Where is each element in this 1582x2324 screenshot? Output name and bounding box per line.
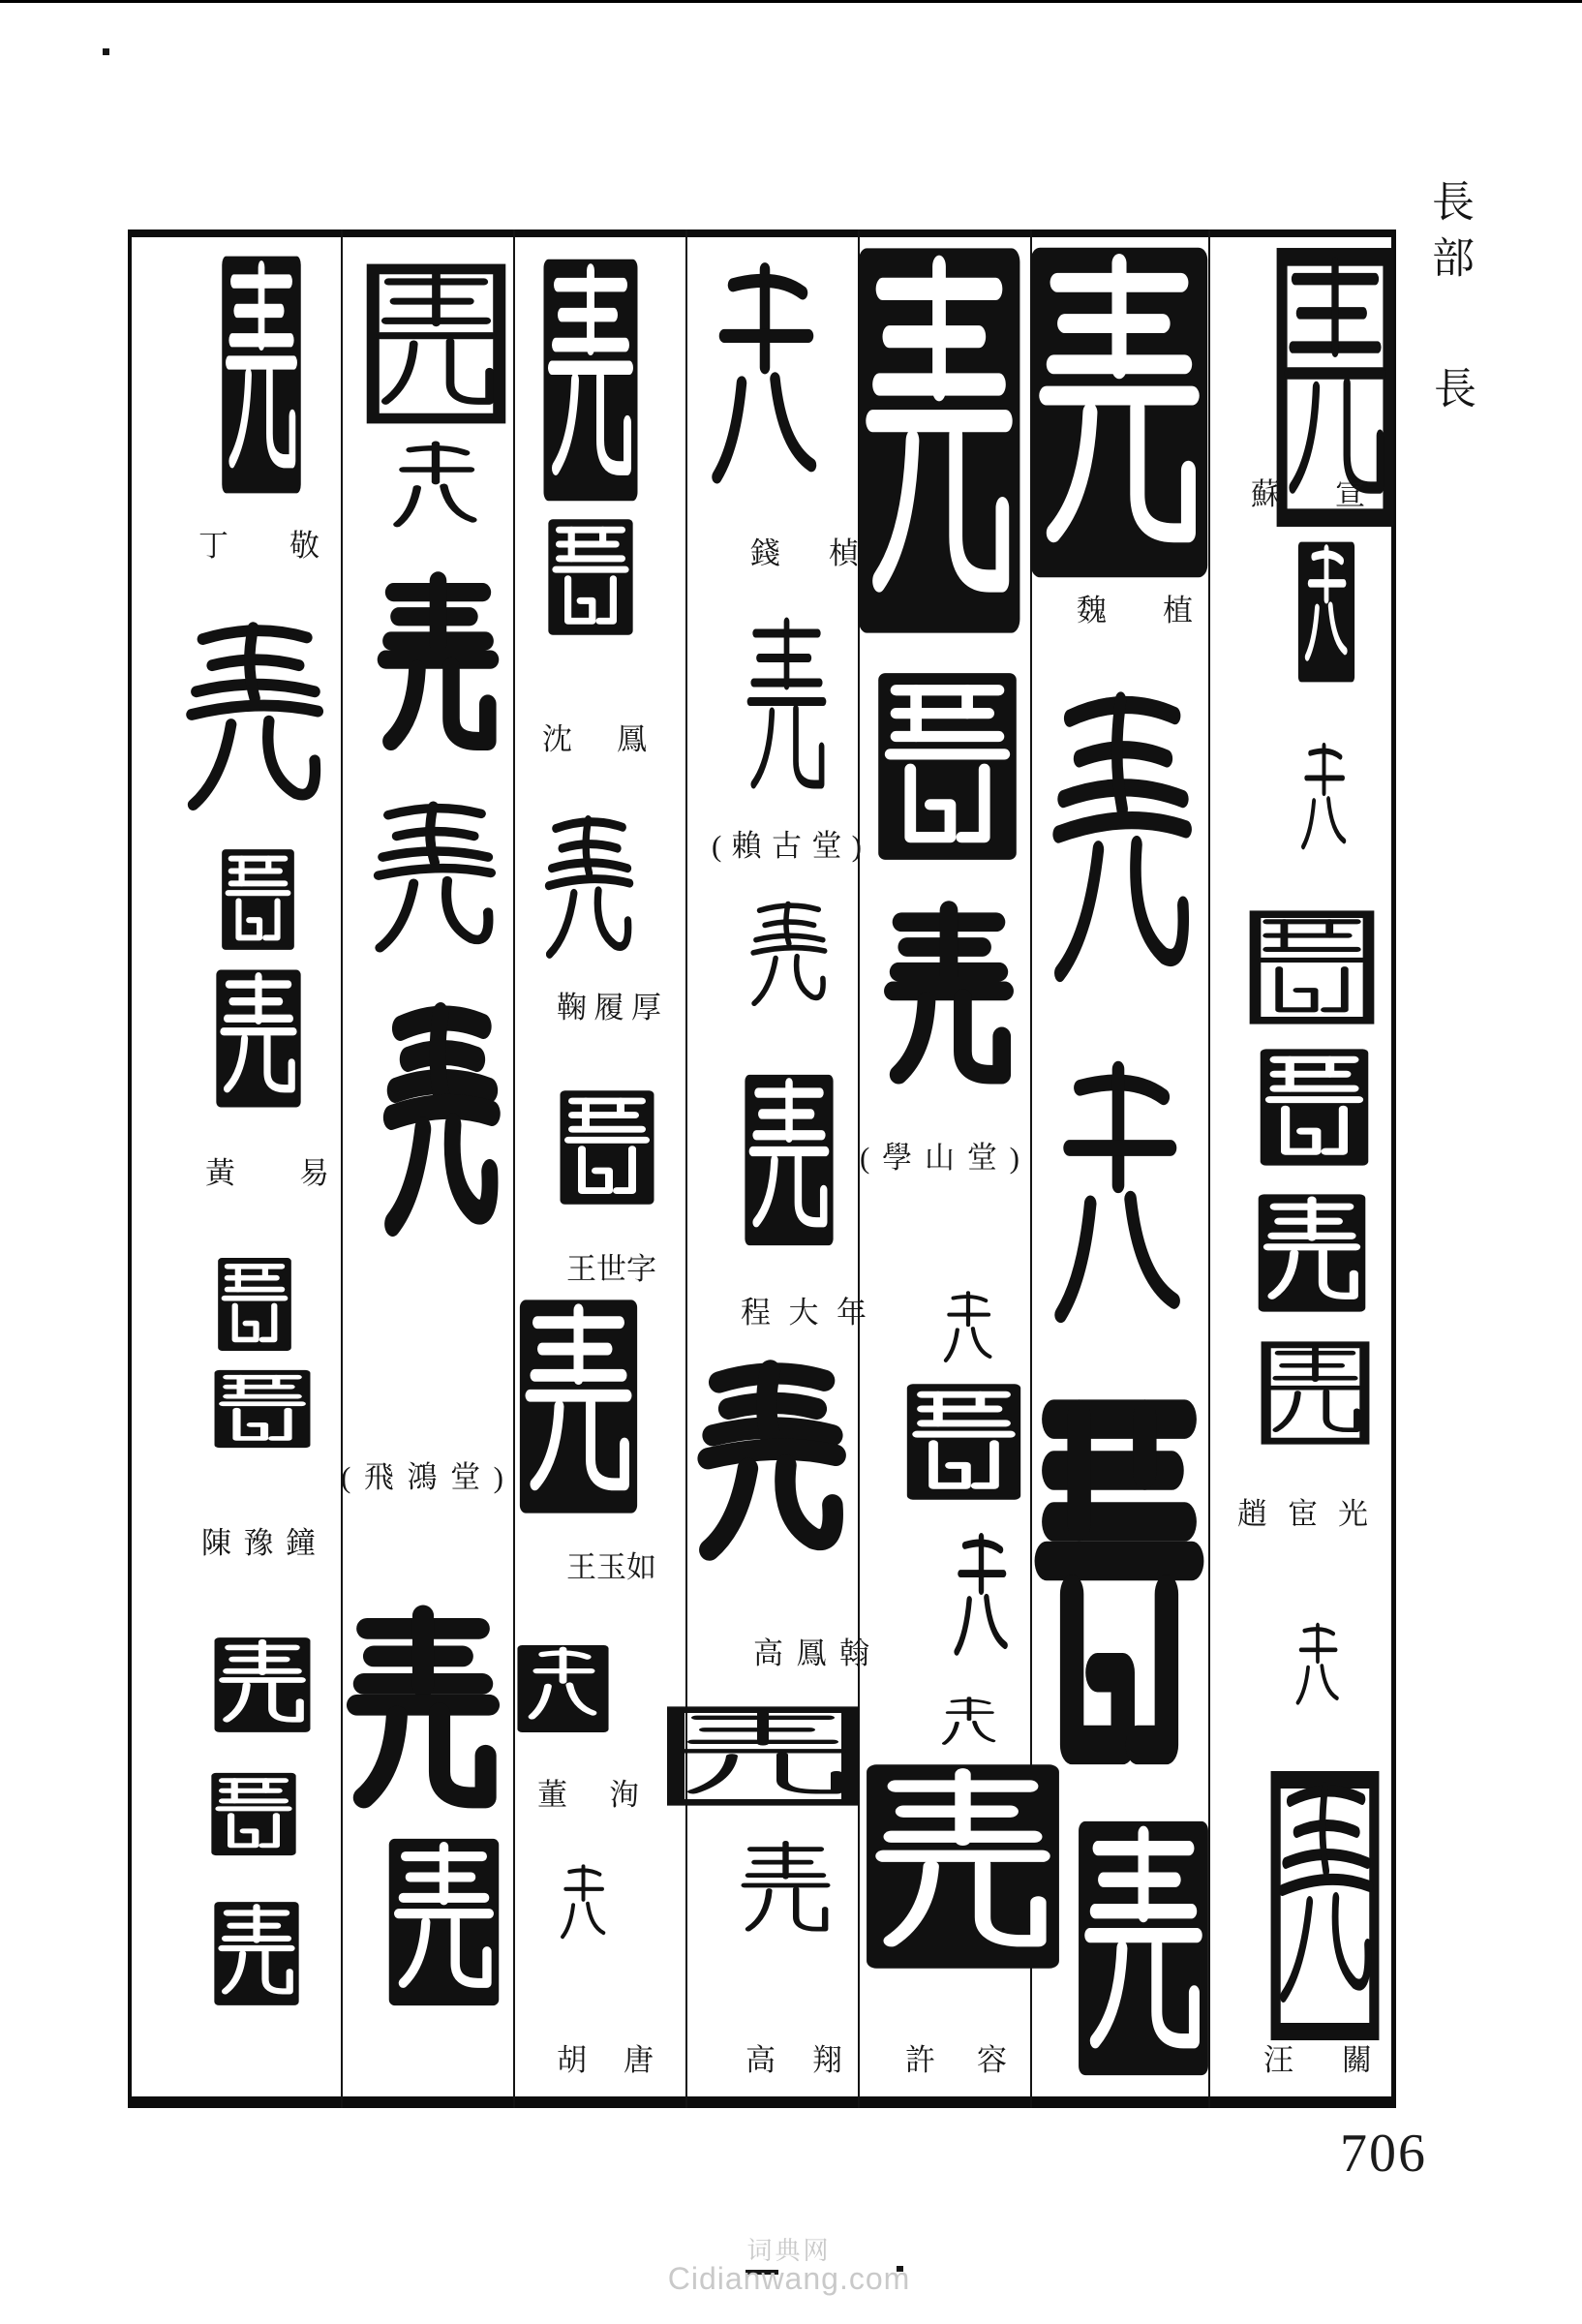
seal-impression-yin	[905, 1383, 1022, 1501]
seal-impression-yin	[516, 1644, 610, 1733]
caption-char: (	[712, 829, 722, 863]
watermark-cn-text: 词典网	[746, 2236, 832, 2265]
caption-char: 山	[924, 1141, 955, 1175]
seal-impression-yin	[213, 1369, 312, 1449]
seal-impression-yang	[934, 1288, 1002, 1377]
seal-impression-yang-bold	[341, 1603, 505, 1830]
artist-caption	[201, 1528, 316, 1560]
seal-impression-yin	[518, 1298, 639, 1515]
seal-impression-yang	[552, 1861, 615, 1954]
artist-caption	[205, 1158, 329, 1190]
seal-impression-yin	[217, 1257, 292, 1352]
artist-caption	[1077, 596, 1193, 627]
caption-char: 宣	[1335, 477, 1365, 511]
artist-caption	[1251, 479, 1365, 511]
column-divider	[513, 229, 515, 2108]
seal-impression-yin	[876, 671, 1019, 862]
caption-char: 鞠	[557, 991, 587, 1024]
caption-char: 堂	[450, 1460, 481, 1494]
caption-char: 大	[788, 1296, 819, 1330]
seal-impression-yang-cursive	[537, 809, 639, 983]
artist-caption	[1263, 2045, 1372, 2077]
caption-char: 鐘	[286, 1526, 316, 1560]
artist-caption	[537, 1780, 639, 1812]
seal-impression-yang	[744, 896, 833, 1024]
artist-caption	[341, 1462, 503, 1494]
caption-char: 趙	[1237, 1497, 1267, 1531]
artist-caption	[1237, 1499, 1368, 1531]
caption-char: 董	[537, 1778, 567, 1812]
seal-impression-yang-bold	[373, 569, 503, 770]
seal-impression-yang	[931, 1695, 1007, 1755]
seal-impression-yang	[741, 610, 833, 813]
caption-char: 植	[1163, 594, 1193, 627]
caption-char: (	[860, 1141, 870, 1175]
caption-char: 鴻	[407, 1460, 438, 1494]
seal-impression-yin	[1259, 1048, 1370, 1167]
seal-impression-yin	[559, 1089, 655, 1206]
caption-char: 如	[626, 1550, 656, 1584]
seal-impression-yang-bold	[378, 997, 503, 1269]
artist-caption	[557, 2045, 654, 2077]
caption-char: 王	[566, 1252, 596, 1286]
caption-char: 堂	[966, 1141, 997, 1175]
caption-char: 王	[566, 1550, 596, 1584]
caption-char: 蘇	[1251, 477, 1281, 511]
seal-impression-yin	[1028, 244, 1210, 581]
seal-impression-yang-bold	[1028, 1377, 1210, 1799]
artist-caption	[745, 2045, 842, 2077]
seal-impression-yang-cursive	[363, 794, 503, 978]
caption-char: 豫	[243, 1526, 274, 1560]
caption-char: 錢	[750, 536, 780, 570]
caption-char: 魏	[1077, 594, 1107, 627]
caption-char: 丁	[198, 529, 228, 563]
caption-char: 玉	[596, 1550, 626, 1584]
caption-char: 關	[1342, 2043, 1372, 2077]
artist-caption	[557, 993, 661, 1024]
page-top-rule	[0, 0, 1582, 3]
seal-impression-yin	[1257, 1193, 1367, 1313]
seal-impression-yin	[210, 1772, 297, 1856]
caption-char: 學	[882, 1141, 913, 1175]
artist-caption	[753, 1638, 869, 1670]
seal-impression-yin	[1077, 1819, 1210, 2078]
caption-char: (	[341, 1460, 351, 1494]
caption-char: 鳳	[617, 722, 647, 756]
caption-char: 翰	[839, 1636, 869, 1670]
caption-char: 光	[1338, 1497, 1368, 1531]
seal-impression-yang-cursive	[692, 254, 837, 528]
seal-impression-yang-cursive	[944, 1528, 1019, 1680]
artist-caption	[750, 538, 859, 570]
caption-char: 履	[593, 991, 624, 1024]
caption-char: 黃	[205, 1156, 235, 1190]
artist-caption	[741, 1298, 867, 1330]
caption-char: 高	[753, 1636, 783, 1670]
seal-impression-yin	[221, 848, 295, 951]
seal-impression-yang-border	[1261, 1341, 1370, 1445]
caption-char: 程	[741, 1296, 771, 1330]
watermark	[595, 2231, 983, 2297]
seal-impression-yang-cursive	[174, 613, 332, 842]
caption-char: 年	[837, 1296, 867, 1330]
seal-impression-yang-cursive	[1031, 1051, 1205, 1375]
seal-impression-yin	[215, 968, 302, 1109]
section-header-entry-char: 長	[1427, 366, 1475, 422]
seal-impression-yang	[1288, 1619, 1348, 1722]
seal-impression-yin	[856, 244, 1022, 637]
artist-caption	[198, 531, 319, 563]
artist-caption	[860, 1143, 1019, 1175]
caption-char: 易	[299, 1156, 329, 1190]
section-header-part-label: 長部	[1425, 179, 1473, 291]
seal-impression-yin	[213, 1901, 300, 2006]
caption-char: 容	[977, 2043, 1007, 2077]
seal-impression-yang-bold	[690, 1356, 850, 1588]
caption-char: 陳	[201, 1526, 231, 1560]
seal-impression-yin	[542, 257, 639, 504]
column-divider	[685, 229, 687, 2108]
seal-impression-yang	[1293, 738, 1355, 872]
caption-char: 胡	[557, 2043, 587, 2077]
caption-char: 楨	[829, 536, 859, 570]
seal-impression-yin	[744, 1073, 835, 1247]
caption-char: 字	[626, 1252, 656, 1286]
seal-impression-yang-bold	[879, 899, 1019, 1104]
caption-char: 堂	[811, 829, 842, 863]
caption-char: 鳳	[796, 1636, 827, 1670]
seal-impression-yin	[213, 1636, 312, 1733]
seal-impression-yin	[1297, 540, 1355, 684]
seal-impression-yin	[547, 518, 634, 636]
seal-impression-yang-border	[1249, 910, 1375, 1024]
caption-char: 古	[771, 829, 802, 863]
caption-char: 洵	[609, 1778, 639, 1812]
caption-char: )	[1009, 1141, 1019, 1175]
seal-impression-yin	[221, 254, 302, 496]
artist-caption	[542, 724, 647, 756]
seal-impression-yang-border	[366, 263, 506, 424]
caption-char: 許	[905, 2043, 935, 2077]
caption-char: 厚	[631, 991, 661, 1024]
caption-char: )	[493, 1460, 503, 1494]
caption-char: 唐	[624, 2043, 654, 2077]
seal-impression-yang-cursive	[1041, 678, 1201, 1031]
page-number: 706	[1340, 2124, 1427, 2184]
caption-char: 翔	[812, 2043, 842, 2077]
caption-char: 高	[745, 2043, 776, 2077]
caption-char: 世	[596, 1252, 626, 1286]
caption-char: 敬	[289, 529, 319, 563]
seal-impression-yang	[734, 1837, 837, 1944]
caption-char: 宦	[1288, 1497, 1318, 1531]
seal-impression-yang-cursive	[378, 438, 494, 544]
ink-speck	[103, 48, 109, 55]
seal-impression-yang-border	[666, 1706, 860, 1806]
artist-caption	[566, 1254, 655, 1286]
watermark-url-text: Cidianwang.com	[667, 2261, 911, 2296]
caption-char: 沈	[542, 722, 572, 756]
caption-char: 汪	[1263, 2043, 1293, 2077]
artist-caption	[566, 1552, 655, 1584]
artist-caption	[905, 2045, 1007, 2077]
caption-char: 賴	[731, 829, 762, 863]
seal-impression-yang-border	[1270, 1770, 1380, 2041]
caption-char: )	[851, 829, 862, 863]
artist-caption	[712, 831, 862, 863]
seal-impression-yin	[387, 1837, 501, 2007]
caption-char: 飛	[363, 1460, 394, 1494]
